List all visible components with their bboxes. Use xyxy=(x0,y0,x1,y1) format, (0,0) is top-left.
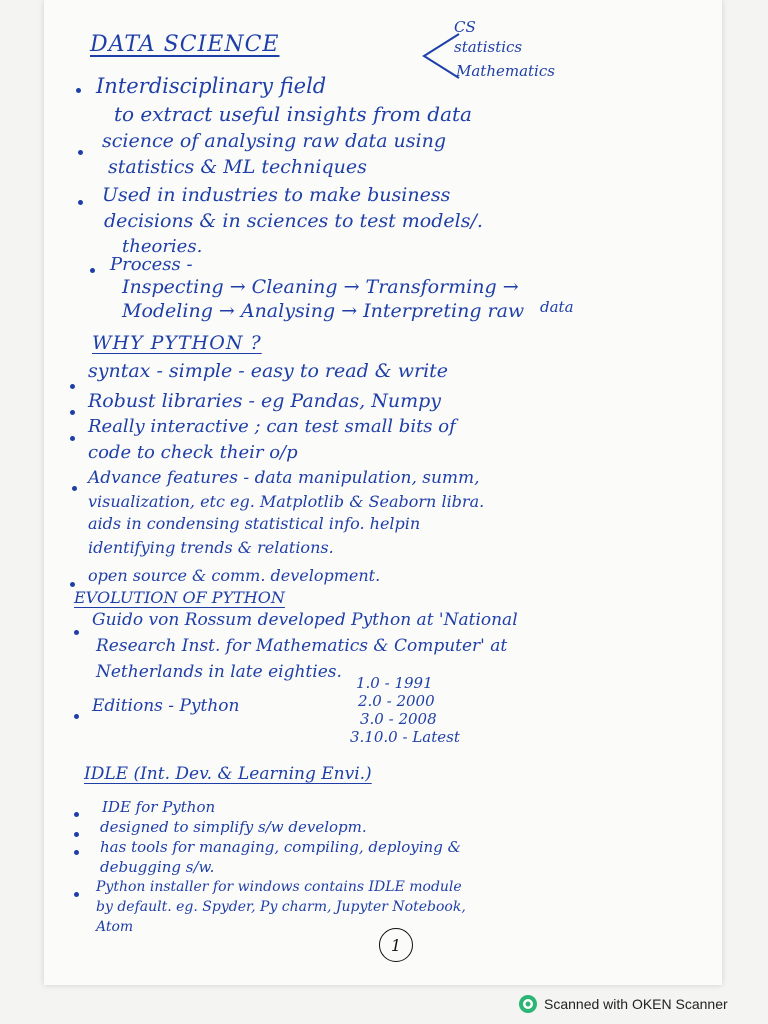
heading-data-science: DATA SCIENCE xyxy=(90,32,280,57)
notebook-page xyxy=(44,0,722,985)
py-line: visualization, etc eg. Matplotlib & Seaborn libra. xyxy=(88,492,485,511)
bullet xyxy=(74,892,79,897)
bullet xyxy=(78,150,83,155)
edition-item: 1.0 - 1991 xyxy=(356,674,433,692)
ds-line: Process - xyxy=(110,254,193,275)
py-line: Robust libraries - eg Pandas, Numpy xyxy=(88,390,441,412)
idle-line: by default. eg. Spyder, Py charm, Jupyter Notebook, xyxy=(96,899,466,915)
scanner-watermark xyxy=(518,993,728,1015)
evo-line: Netherlands in late eighties. xyxy=(96,662,342,682)
bullet xyxy=(90,268,95,273)
py-line: open source & comm. development. xyxy=(88,566,381,585)
bullet xyxy=(74,714,79,719)
ds-line: theories. xyxy=(122,236,203,257)
idle-line: designed to simplify s/w developm. xyxy=(100,818,367,836)
bullet xyxy=(74,812,79,817)
bullet xyxy=(74,850,79,855)
py-line: Really interactive ; can test small bits of xyxy=(88,416,456,437)
branch-cs: CS xyxy=(454,18,476,36)
idle-line: Python installer for windows contains IDLE module xyxy=(96,879,462,895)
py-line: code to check their o/p xyxy=(88,442,298,463)
idle-line: has tools for managing, compiling, deploying & xyxy=(100,838,461,856)
scanner-text: Scanned with OKEN Scanner xyxy=(544,996,728,1012)
bullet xyxy=(70,410,75,415)
bullet xyxy=(72,486,77,491)
py-line: aids in condensing statistical info. helpin xyxy=(88,514,421,533)
scanner-logo-icon xyxy=(518,994,538,1014)
ds-line: science of analysing raw data using xyxy=(102,130,447,152)
bullet xyxy=(76,88,81,93)
py-line: syntax - simple - easy to read & write xyxy=(88,360,449,382)
idle-line: debugging s/w. xyxy=(100,858,215,876)
edition-item: 3.0 - 2008 xyxy=(360,710,437,728)
ds-line: data xyxy=(540,298,574,316)
ds-line: Inspecting → Cleaning → Transforming → xyxy=(122,276,519,298)
idle-line: Atom xyxy=(96,919,134,935)
heading-evolution: EVOLUTION OF PYTHON xyxy=(74,588,285,607)
ds-line: Interdisciplinary field xyxy=(96,74,327,98)
idle-line: IDE for Python xyxy=(102,798,216,816)
branch-statistics: statistics xyxy=(454,38,523,56)
evo-line: Editions - Python xyxy=(92,696,240,716)
bullet xyxy=(74,832,79,837)
bullet xyxy=(74,630,79,635)
ds-line: Used in industries to make business xyxy=(102,184,451,206)
heading-idle: IDLE (Int. Dev. & Learning Envi.) xyxy=(84,764,372,784)
branch-mathematics: Mathematics xyxy=(456,62,555,80)
edition-item: 2.0 - 2000 xyxy=(358,692,435,710)
ds-line: statistics & ML techniques xyxy=(108,156,367,178)
bullet xyxy=(78,200,83,205)
heading-why-python: WHY PYTHON ? xyxy=(92,332,262,354)
bullet xyxy=(70,436,75,441)
ds-line: to extract useful insights from data xyxy=(114,102,472,126)
py-line: identifying trends & relations. xyxy=(88,538,334,557)
edition-item: 3.10.0 - Latest xyxy=(350,728,460,746)
py-line: Advance features - data manipulation, summ, xyxy=(88,468,480,488)
ds-line: Modeling → Analysing → Interpreting raw xyxy=(122,300,525,322)
bullet xyxy=(70,384,75,389)
evo-line: Research Inst. for Mathematics & Computer' at xyxy=(96,636,508,656)
evo-line: Guido von Rossum developed Python at 'National xyxy=(92,610,518,630)
bullet xyxy=(70,582,75,587)
ds-line: decisions & in sciences to test models/. xyxy=(104,210,483,232)
page-number: 1 xyxy=(379,928,413,962)
